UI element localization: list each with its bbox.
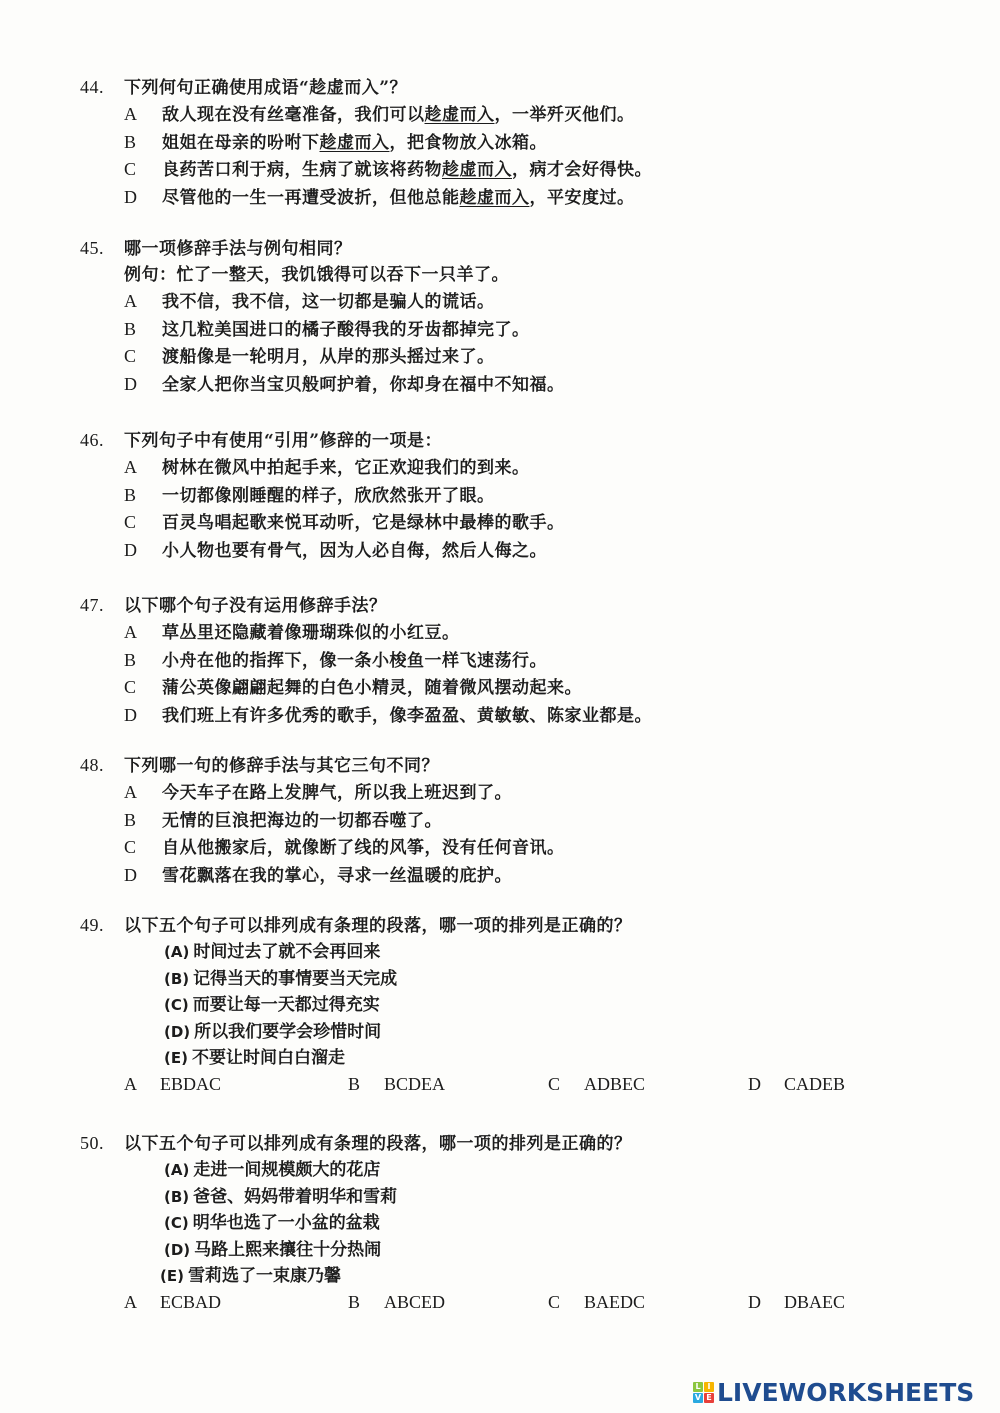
sentence-tag: (A) <box>164 1161 190 1179</box>
stem-text: 下列句子中有使用“引用”修辞的一项是： <box>124 431 443 451</box>
option-c[interactable] <box>124 156 940 184</box>
sentence-tag: (C) <box>164 1214 189 1232</box>
sentence-d <box>164 1237 940 1264</box>
choice-text: ECBAD <box>160 1291 222 1312</box>
stem-text: 以下五个句子可以排列成有条理的段落，哪一项的排列是正确的？ <box>124 1134 632 1154</box>
option-text: 这几粒美国进口的橘子酸得我的牙齿都掉完了。 <box>162 319 530 340</box>
option-letter: B <box>124 649 137 670</box>
answer-choices <box>80 1292 940 1320</box>
sentence-text: 马路上熙来攘往十分热闹 <box>194 1239 382 1260</box>
question-stem <box>80 235 940 262</box>
option-text: 自从他搬家后，就像断了线的风筝，没有任何音讯。 <box>162 838 565 858</box>
sentence-text: 所以我们要学会珍惜时间 <box>194 1021 382 1042</box>
option-text: ，病才会好得快。 <box>512 160 652 180</box>
example-sentence: 例句：忙了一整天，我饥饿得可以吞下一只羊了。 <box>124 265 509 285</box>
underlined-idiom: 趁虚而入 <box>459 187 530 208</box>
option-letter: C <box>124 677 137 697</box>
sentence-text: 走进一间规模颇大的花店 <box>193 1160 381 1180</box>
option-text: ，平安度过。 <box>529 187 635 208</box>
liveworksheets-logo <box>693 1378 974 1407</box>
choice-text: EBDAC <box>160 1073 222 1094</box>
option-d[interactable] <box>124 537 940 565</box>
option-b[interactable] <box>124 129 940 157</box>
choice-a[interactable] <box>124 1074 221 1095</box>
sentence-tag: (E) <box>164 1049 188 1067</box>
sentence-tag: (C) <box>164 996 189 1014</box>
option-text: 我不信，我不信，这一切都是骗人的谎话。 <box>162 292 495 312</box>
choice-letter: D <box>748 1291 761 1312</box>
question-stem <box>80 752 940 779</box>
question-stem <box>80 912 940 939</box>
sentence-e <box>164 1045 940 1072</box>
badge-letter: I <box>704 1382 714 1392</box>
stem-text: 下列哪一句的修辞手法与其它三句不同？ <box>124 756 439 776</box>
option-b[interactable] <box>124 647 940 675</box>
question-stem <box>80 1130 940 1157</box>
question-number: 44. <box>80 77 104 97</box>
sentence-a <box>164 1157 940 1184</box>
option-letter: C <box>124 159 137 179</box>
option-c[interactable] <box>124 834 940 862</box>
option-text: 渡船像是一轮明月，从岸的那头摇过来了。 <box>162 347 495 367</box>
sentence-tag: (E) <box>160 1267 184 1285</box>
option-letter: D <box>124 704 138 725</box>
badge-letter: E <box>704 1393 714 1403</box>
choice-letter: C <box>548 1291 561 1312</box>
option-d[interactable] <box>124 862 940 890</box>
choice-text: ABCED <box>384 1291 446 1312</box>
stem-text: 下列何句正确使用成语“趁虚而入”？ <box>124 78 408 98</box>
question-48 <box>80 752 940 889</box>
option-letter: B <box>124 318 137 339</box>
choice-text: BAEDC <box>584 1291 646 1312</box>
stem-text: 以下哪个句子没有运用修辞手法？ <box>124 596 387 616</box>
sentence-c <box>164 992 940 1019</box>
choice-letter: D <box>748 1073 761 1094</box>
underlined-idiom: 趁虚而入 <box>442 160 512 180</box>
sentence-tag: (A) <box>164 943 190 961</box>
option-a[interactable] <box>124 101 940 129</box>
question-stem <box>80 74 940 101</box>
choice-text: ADBEC <box>584 1073 646 1094</box>
sentence-text: 雪莉选了一束康乃馨 <box>187 1266 341 1286</box>
sentence-tag: (D) <box>164 1240 191 1259</box>
option-d[interactable] <box>124 371 940 399</box>
option-b[interactable] <box>124 316 940 344</box>
sentence-tag: (B) <box>164 1187 190 1206</box>
logo-text: LIVEWORKSHEETS <box>717 1378 975 1407</box>
option-text: 敌人现在没有丝毫准备，我们可以 <box>162 105 425 125</box>
option-text: 小人物也要有骨气，因为人必自侮，然后人侮之。 <box>162 540 547 561</box>
option-c[interactable] <box>124 674 940 702</box>
answer-choices <box>80 1074 940 1102</box>
question-stem <box>80 427 940 454</box>
option-letter: A <box>124 782 138 802</box>
option-letter: D <box>124 539 138 560</box>
question-number: 47. <box>80 595 104 615</box>
stem-text: 以下五个句子可以排列成有条理的段落，哪一项的排列是正确的？ <box>124 916 632 936</box>
choice-c[interactable] <box>548 1074 645 1095</box>
question-number: 49. <box>80 915 104 935</box>
stem-text: 哪一项修辞手法与例句相同？ <box>124 239 352 259</box>
choice-b[interactable] <box>348 1074 445 1095</box>
option-text: 尽管他的一生一再遭受波折，但他总能 <box>162 187 460 208</box>
option-letter: C <box>124 346 137 366</box>
sentence-tag: (D) <box>164 1022 191 1041</box>
option-text: ，把食物放入冰箱。 <box>389 132 547 153</box>
sentence-e <box>160 1263 940 1290</box>
option-text: 一切都像刚睡醒的样子，欣欣然张开了眼。 <box>162 485 495 506</box>
sentence-text: 而要让每一天都过得充实 <box>192 995 380 1015</box>
option-a[interactable] <box>124 619 940 647</box>
option-d[interactable] <box>124 702 940 730</box>
option-letter: C <box>124 512 137 532</box>
option-b[interactable] <box>124 482 940 510</box>
option-letter: B <box>124 809 137 830</box>
option-text: 树林在微风中拍起手来，它正欢迎我们的到来。 <box>162 458 530 478</box>
option-letter: A <box>124 457 138 477</box>
option-text: 小舟在他的指挥下，像一条小梭鱼一样飞速荡行。 <box>162 650 547 671</box>
choice-text: DBAEC <box>784 1291 846 1312</box>
sentence-text: 爸爸、妈妈带着明华和雪莉 <box>193 1186 398 1207</box>
question-49 <box>80 912 940 1102</box>
sentence-text: 记得当天的事情要当天完成 <box>193 968 398 989</box>
option-letter: D <box>124 864 138 885</box>
sentence-text: 时间过去了就不会再回来 <box>193 942 381 962</box>
option-letter: B <box>124 131 137 152</box>
option-letter: D <box>124 186 138 207</box>
option-d[interactable] <box>124 184 940 212</box>
question-stem <box>80 592 940 619</box>
option-letter: A <box>124 622 138 642</box>
live-badge-icon <box>693 1382 714 1403</box>
sentence-text: 明华也选了一小盆的盆栽 <box>192 1213 380 1233</box>
option-text: 今天车子在路上发脾气，所以我上班迟到了。 <box>162 783 512 803</box>
option-a[interactable] <box>124 288 940 316</box>
choice-letter: B <box>348 1291 361 1312</box>
option-b[interactable] <box>124 807 940 835</box>
option-text: 蒲公英像翩翩起舞的白色小精灵，随着微风摆动起来。 <box>162 678 582 698</box>
option-text: 雪花飘落在我的掌心，寻求一丝温暖的庇护。 <box>162 865 512 886</box>
choice-letter: A <box>124 1291 137 1312</box>
sentence-d <box>164 1019 940 1046</box>
option-a[interactable] <box>124 454 940 482</box>
option-text: 百灵鸟唱起歌来悦耳动听，它是绿林中最棒的歌手。 <box>162 513 565 533</box>
option-c[interactable] <box>124 509 940 537</box>
question-45 <box>80 235 940 398</box>
choice-d[interactable] <box>748 1074 845 1095</box>
option-text: 良药苦口利于病，生病了就该将药物 <box>162 160 442 180</box>
option-letter: C <box>124 837 137 857</box>
badge-letter: L <box>693 1382 703 1392</box>
option-a[interactable] <box>124 779 940 807</box>
choice-text: CADEB <box>784 1073 846 1094</box>
underlined-idiom: 趁虚而入 <box>424 105 495 125</box>
option-letter: B <box>124 484 137 505</box>
question-number: 50. <box>80 1133 104 1153</box>
question-50 <box>80 1130 940 1320</box>
option-letter: A <box>124 104 138 124</box>
sentence-a <box>164 939 940 966</box>
option-text: 草丛里还隐藏着像珊瑚珠似的小红豆。 <box>162 623 460 643</box>
question-number: 46. <box>80 430 104 450</box>
sentence-tag: (B) <box>164 969 190 988</box>
badge-letter: V <box>694 1393 702 1402</box>
choice-letter: C <box>548 1073 561 1094</box>
choice-a[interactable] <box>124 1292 221 1313</box>
choice-letter: A <box>124 1073 137 1094</box>
sentence-c <box>164 1210 940 1237</box>
choice-d[interactable] <box>748 1292 845 1313</box>
sentence-text: 不要让时间白白溜走 <box>191 1048 345 1068</box>
choice-text: BCDEA <box>384 1073 446 1094</box>
option-c[interactable] <box>124 343 940 371</box>
question-number: 45. <box>80 238 104 258</box>
option-letter: D <box>124 373 138 394</box>
option-text: 无情的巨浪把海边的一切都吞噬了。 <box>162 810 442 831</box>
choice-c[interactable] <box>548 1292 645 1313</box>
option-text: 姐姐在母亲的吩咐下 <box>162 132 320 153</box>
sentence-b <box>164 1184 940 1211</box>
question-46 <box>80 427 940 564</box>
underlined-idiom: 趁虚而入 <box>319 132 390 153</box>
sentence-b <box>164 966 940 993</box>
choice-b[interactable] <box>348 1292 445 1313</box>
option-text: 我们班上有许多优秀的歌手，像李盈盈、黄敏敏、陈家业都是。 <box>162 705 652 726</box>
question-47 <box>80 592 940 729</box>
option-text: ，一举歼灭他们。 <box>494 105 635 125</box>
question-number: 48. <box>80 755 104 775</box>
question-44 <box>80 74 940 211</box>
option-letter: A <box>124 291 138 311</box>
option-text: 全家人把你当宝贝般呵护着，你却身在福中不知福。 <box>162 374 565 395</box>
choice-letter: B <box>348 1073 361 1094</box>
